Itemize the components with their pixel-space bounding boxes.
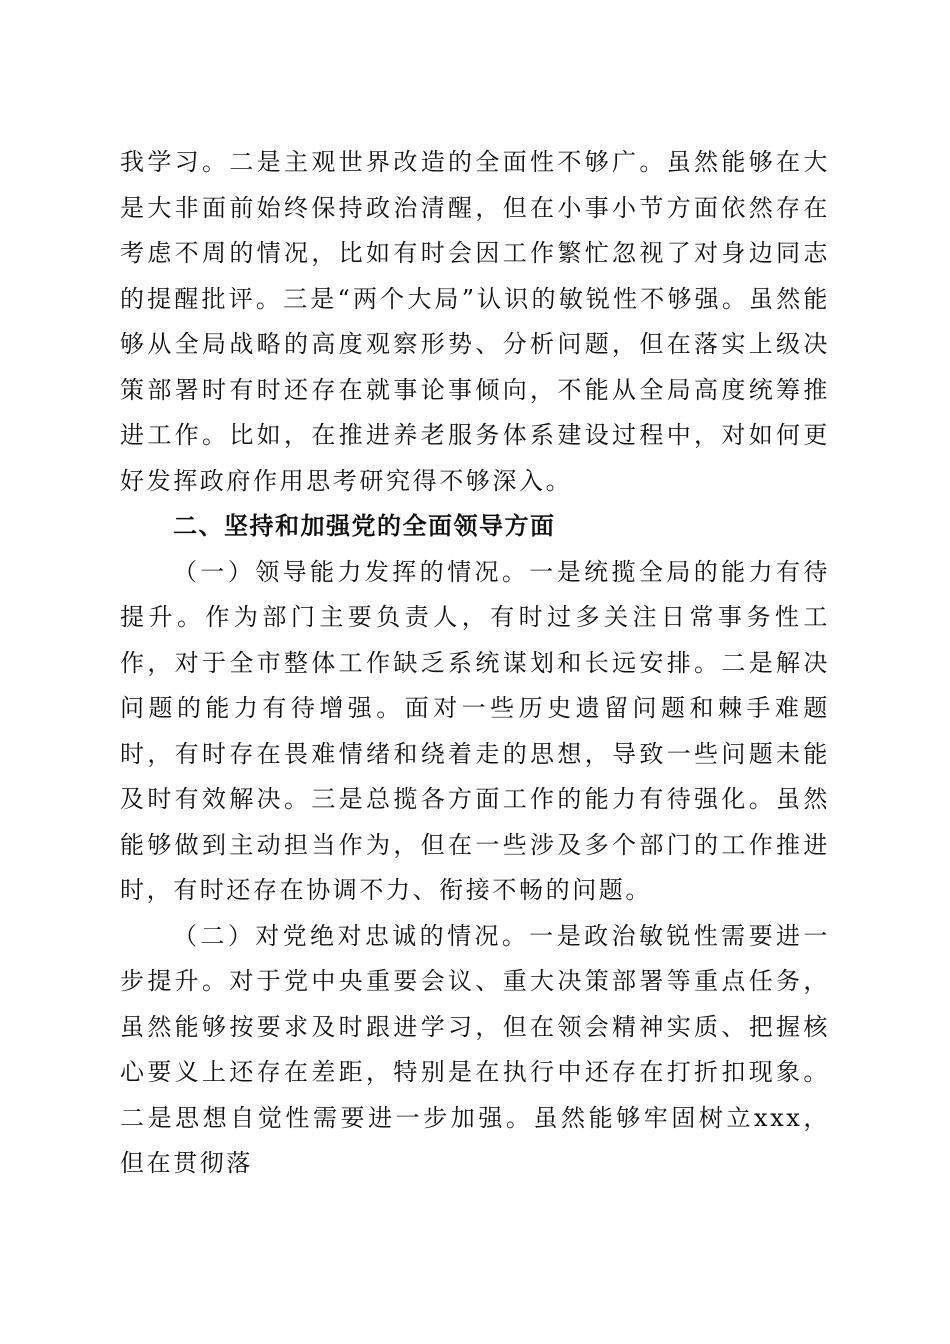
document-body xyxy=(120,140,830,1187)
continuation-paragraph: 我学习。二是主观世界改造的全面性不够广。虽然能够在大是大非面前始终保持政治清醒，但在小事小节方面依然存在考虑不周的情况，比如有时会因工作繁忙忽视了对身边同志的提醒批评。三是“两个大局”认识的敏锐性不够强。虽然能够从全局战略的高度观察形势、分析问题，但在落实上级决策部署时有时还存在就事论事倾向，不能从全局高度统筹推进工作。比如，在推进养老服务体系建设过程中，对如何更好发挥政府作用思考研究得不够深入。 xyxy=(120,148,830,495)
subsection-paragraph-leadership: （一）领导能力发挥的情况。一是统揽全局的能力有待提升。作为部门主要负责人，有时过多关注日常事务性工作，对于全市整体工作缺乏系统谋划和长远安排。二是解决问题的能力有待增强。面对一些历史遗留问题和棘手难题时，有时存在畏难情绪和绕着走的思想，导致一些问题未能及时有效解决。三是总揽各方面工作的能力有待强化。虽然能够做到主动担当作为，但在一些涉及多个部门的工作推进时，有时还存在协调不力、衔接不畅的问题。 xyxy=(120,557,830,904)
subsection-paragraph-loyalty: （二）对党绝对忠诚的情况。一是政治敏锐性需要进一步提升。对于党中央重要会议、重大决策部署等重点任务，虽然能够按要求及时跟进学习，但在领会精神实质、把握核心要义上还存在差距，特别是在执行中还存在打折扣现象。二是思想自觉性需要进一步加强。虽然能够牢固树立xxx，但在贯彻落 xyxy=(120,921,830,1177)
section-heading: 二、坚持和加强党的全面领导方面 xyxy=(173,512,556,540)
